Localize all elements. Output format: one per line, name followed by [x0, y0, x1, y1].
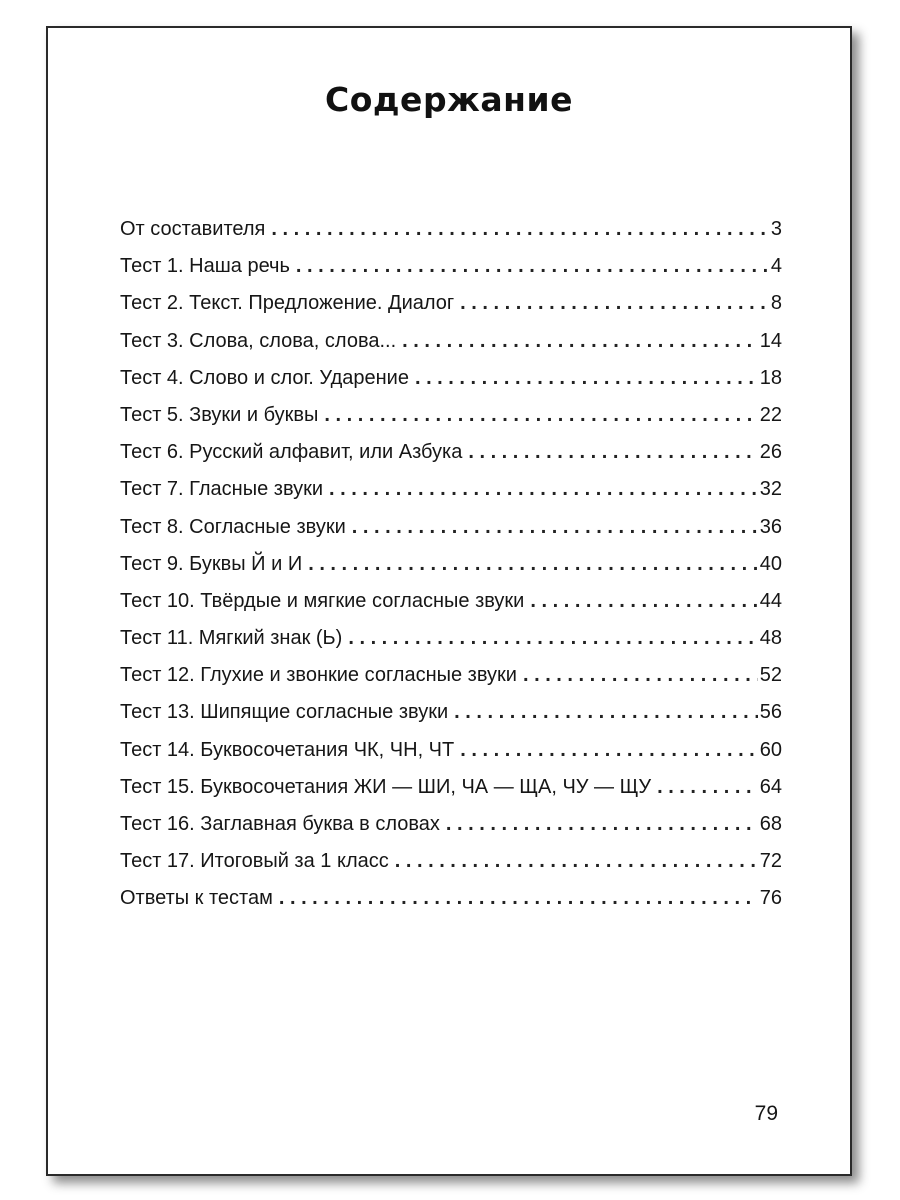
- toc-dot-leader: [352, 516, 758, 539]
- toc-dot-leader: [523, 664, 758, 687]
- toc-entry-label: Тест 10. Твёрдые и мягкие согласные звуки: [120, 589, 525, 612]
- toc-entry-page: 68: [759, 813, 782, 835]
- toc-entry: [120, 218, 782, 255]
- toc-dot-leader: [279, 887, 758, 910]
- toc-entry: [120, 255, 782, 292]
- toc-entry: [120, 701, 782, 738]
- toc-entry-page: 18: [759, 366, 782, 389]
- toc-entry-page: 48: [759, 627, 782, 650]
- toc-entry-page: 14: [759, 329, 782, 352]
- toc-entry-page: 60: [759, 738, 782, 761]
- toc-entry-label: Тест 4. Слово и слог. Ударение: [120, 366, 409, 389]
- toc-entry-label: Тест 13. Шипящие согласные звуки: [120, 701, 449, 724]
- toc-entry-page: 22: [759, 403, 782, 426]
- table-of-contents: [120, 218, 782, 925]
- toc-dot-leader: [460, 739, 758, 762]
- toc-dot-leader: [468, 441, 757, 464]
- toc-dot-leader: [460, 292, 769, 315]
- toc-entry-label: Тест 5. Звуки и буквы: [120, 403, 319, 426]
- toc-entry-page: 32: [759, 478, 782, 501]
- toc-dot-leader: [530, 590, 757, 613]
- toc-dot-leader: [395, 850, 758, 873]
- toc-entry-page: 3: [770, 218, 782, 240]
- toc-dot-leader: [324, 404, 757, 427]
- toc-entry-page: 52: [759, 664, 782, 687]
- toc-dot-leader: [415, 367, 758, 390]
- toc-entry-label: Тест 16. Заглавная буква в словах: [120, 813, 440, 835]
- toc-entry-label: Тест 2. Текст. Предложение. Диалог: [120, 292, 455, 315]
- toc-entry: [120, 553, 782, 590]
- toc-entry: [120, 739, 782, 776]
- toc-entry-label: Тест 7. Гласные звуки: [120, 478, 324, 501]
- toc-dot-leader: [348, 627, 757, 650]
- toc-entry-page: 72: [759, 850, 782, 873]
- toc-entry: [120, 404, 782, 441]
- toc-entry-label: Тест 9. Буквы Й и И: [120, 552, 303, 575]
- toc-dot-leader: [329, 478, 758, 501]
- toc-entry-label: Тест 17. Итоговый за 1 класс: [120, 850, 389, 873]
- toc-dot-leader: [657, 776, 758, 799]
- toc-dot-leader: [296, 255, 769, 278]
- toc-entry-page: 40: [759, 552, 782, 575]
- toc-entry: [120, 664, 782, 701]
- toc-entry: [120, 367, 782, 404]
- page-title: Содержание: [325, 80, 573, 119]
- toc-entry-label: Тест 15. Буквосочетания ЖИ — ШИ, ЧА — ЩА, ЧУ — ЩУ: [120, 775, 652, 798]
- toc-entry-page: 76: [759, 887, 782, 910]
- toc-entry-label: Тест 12. Глухие и звонкие согласные звуки: [120, 664, 517, 687]
- toc-entry: [120, 850, 782, 887]
- toc-entry: [120, 590, 782, 627]
- toc-entry: [120, 776, 782, 813]
- toc-entry: [120, 813, 782, 850]
- toc-entry-label: От составителя: [120, 218, 266, 240]
- page-number: 79: [754, 1102, 778, 1125]
- toc-entry: [120, 441, 782, 478]
- toc-entry: [120, 292, 782, 329]
- toc-dot-leader: [271, 218, 769, 241]
- toc-entry-page: 8: [770, 292, 782, 315]
- toc-entry-page: 44: [759, 589, 782, 612]
- toc-entry: [120, 330, 782, 367]
- book-page: [46, 26, 852, 1176]
- toc-entry-label: Тест 3. Слова, слова, слова...: [120, 329, 397, 352]
- toc-entry: [120, 627, 782, 664]
- toc-entry-label: Тест 6. Русский алфавит, или Азбука: [120, 441, 463, 464]
- toc-entry-page: 64: [759, 775, 782, 798]
- toc-entry: [120, 887, 782, 924]
- toc-entry-label: Тест 11. Мягкий знак (Ь): [120, 627, 343, 650]
- toc-entry-page: 4: [770, 255, 782, 278]
- toc-entry: [120, 478, 782, 515]
- toc-dot-leader: [402, 330, 758, 353]
- toc-entry-label: Тест 8. Согласные звуки: [120, 515, 346, 538]
- toc-dot-leader: [446, 813, 758, 836]
- toc-entry-page: 56: [759, 701, 782, 724]
- toc-entry-label: Тест 14. Буквосочетания ЧК, ЧН, ЧТ: [120, 738, 455, 761]
- toc-dot-leader: [308, 553, 758, 576]
- toc-entry-label: Ответы к тестам: [120, 887, 273, 910]
- toc-dot-leader: [454, 701, 758, 724]
- toc-entry-label: Тест 1. Наша речь: [120, 255, 290, 278]
- toc-entry-page: 36: [759, 515, 782, 538]
- toc-entry-page: 26: [759, 441, 782, 464]
- toc-entry: [120, 516, 782, 553]
